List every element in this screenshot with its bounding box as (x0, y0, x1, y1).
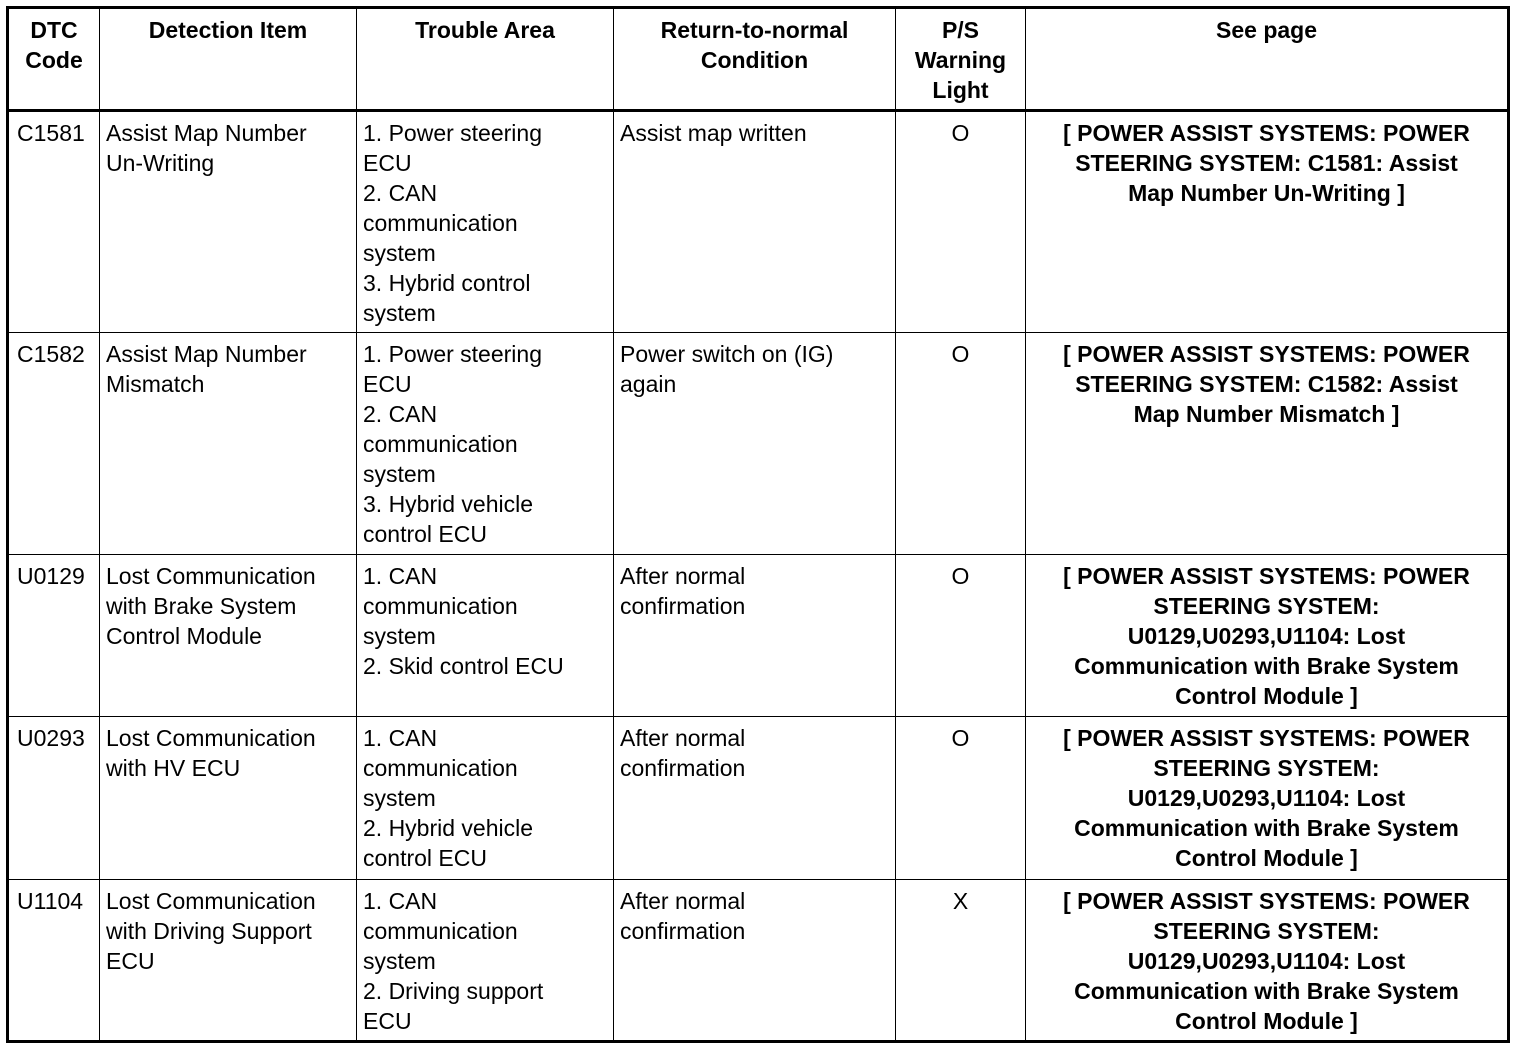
trouble-area-cell: 1. CAN communication system 2. Driving support ECU (357, 880, 614, 1042)
header-row (8, 8, 1509, 111)
header-detection-item: Detection Item (100, 8, 357, 111)
header-trouble-area: Trouble Area (357, 8, 614, 111)
return-condition-cell: Assist map written (614, 111, 896, 333)
detection-item-cell: Lost Communication with Brake System Control Module (100, 555, 357, 717)
see-page-link[interactable]: [ POWER ASSIST SYSTEMS: POWER STEERING SYSTEM: U0129,U0293,U1104: Lost Communication with Brake System Control Module ] (1026, 717, 1509, 880)
detection-item-cell: Assist Map Number Un-Writing (100, 111, 357, 333)
return-condition-cell: After normal confirmation (614, 555, 896, 717)
header-return-condition: Return-to-normal Condition (614, 8, 896, 111)
see-page-link[interactable]: [ POWER ASSIST SYSTEMS: POWER STEERING SYSTEM: C1582: Assist Map Number Mismatch ] (1026, 333, 1509, 555)
return-condition-cell: After normal confirmation (614, 880, 896, 1042)
trouble-area-cell: 1. CAN communication system 2. Hybrid vehicle control ECU (357, 717, 614, 880)
see-page-link[interactable]: [ POWER ASSIST SYSTEMS: POWER STEERING SYSTEM: U0129,U0293,U1104: Lost Communication with Brake System Control Module ] (1026, 880, 1509, 1042)
dtc-code-cell: C1581 (8, 111, 100, 333)
table-row (8, 717, 1509, 880)
see-page-link[interactable]: [ POWER ASSIST SYSTEMS: POWER STEERING SYSTEM: U0129,U0293,U1104: Lost Communication with Brake System Control Module ] (1026, 555, 1509, 717)
table-row (8, 333, 1509, 555)
dtc-code-cell: U1104 (8, 880, 100, 1042)
detection-item-cell: Lost Communication with HV ECU (100, 717, 357, 880)
trouble-area-cell: 1. CAN communication system 2. Skid control ECU (357, 555, 614, 717)
dtc-code-cell: U0293 (8, 717, 100, 880)
table-row (8, 555, 1509, 717)
dtc-code-cell: C1582 (8, 333, 100, 555)
table-row (8, 111, 1509, 333)
header-ps-warning-light: P/S Warning Light (896, 8, 1026, 111)
dtc-code-cell: U0129 (8, 555, 100, 717)
header-dtc-code: DTC Code (8, 8, 100, 111)
ps-warning-light-cell: X (896, 880, 1026, 1042)
header-see-page: See page (1026, 8, 1509, 111)
dtc-table (6, 6, 1510, 1043)
table-row (8, 880, 1509, 1042)
ps-warning-light-cell: O (896, 333, 1026, 555)
return-condition-cell: Power switch on (IG) again (614, 333, 896, 555)
ps-warning-light-cell: O (896, 555, 1026, 717)
see-page-link[interactable]: [ POWER ASSIST SYSTEMS: POWER STEERING SYSTEM: C1581: Assist Map Number Un-Writing ] (1026, 111, 1509, 333)
trouble-area-cell: 1. Power steering ECU 2. CAN communication system 3. Hybrid vehicle control ECU (357, 333, 614, 555)
detection-item-cell: Assist Map Number Mismatch (100, 333, 357, 555)
ps-warning-light-cell: O (896, 111, 1026, 333)
detection-item-cell: Lost Communication with Driving Support ECU (100, 880, 357, 1042)
ps-warning-light-cell: O (896, 717, 1026, 880)
trouble-area-cell: 1. Power steering ECU 2. CAN communication system 3. Hybrid control system (357, 111, 614, 333)
return-condition-cell: After normal confirmation (614, 717, 896, 880)
